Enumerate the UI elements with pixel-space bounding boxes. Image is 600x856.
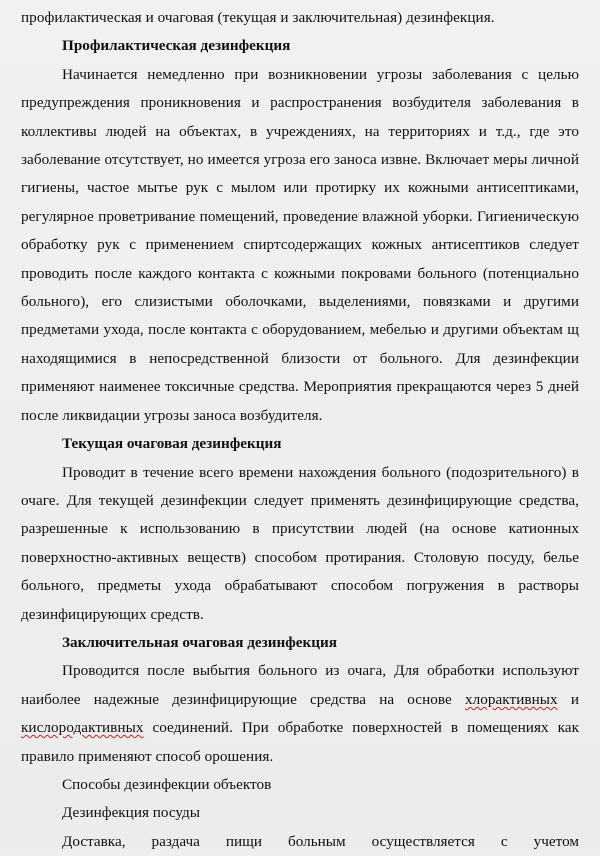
line-disinfection-methods: Способы дезинфекции объектов xyxy=(62,775,272,793)
heading-final-focal-disinfection: Заключительная очаговая дезинфекция xyxy=(62,633,337,651)
paragraph-final-text-3: соединений. При обработке поверхностей в помещениях как правило применяют способ орошения. xyxy=(21,719,579,765)
paragraph-current-focal-disinfection: Проводит в течение всего времени нахождения больного (подозрительного) в очаге. Для текущей дезинфекции следует применять дезинфицирующие средства, разрешенные к использованию в присутствии людей (на основе катионных поверхностно-активных веществ) способом протирания. Столовую посуду, белье больного, предметы ухода обрабатывают способом погружения в растворы дезинфицирующих средств. xyxy=(21,463,579,623)
spellcheck-word-chloractive: хлорактивных xyxy=(464,690,558,708)
spellcheck-word-oxygenactive: кислородактивных xyxy=(21,719,144,737)
line-dish-disinfection: Дезинфекция посуды xyxy=(62,804,200,822)
line-food-delivery: Доставка, раздача пищи больным осуществляется с учетом xyxy=(62,832,579,850)
heading-prophylactic-disinfection: Профилактическая дезинфекция xyxy=(62,37,291,55)
paragraph-prophylactic-disinfection: Начинается немедленно при возникновении угрозы заболевания с целью предупреждения проникновения и распространения возбудителя заболевания в коллективы людей на объектах, в учреждениях, на территориях и т.д., где это заболевание отсутствует, но имеется угроза его заноса извне. Включает меры личной гигиены, частое мытье рук с мылом или протирку их кожными антисептиками, регулярное проветривание помещений, проведение влажной уборки. Гигиеническую обработку рук с применением спиртсодержащих кожных антисептиков следует проводить после каждого контакта с кожными покровами больного (потенциально больного), его слизистыми оболочками, выделениями, повязками и другими предметами ухода, после контакта с оборудованием, мебелью и другими объектам щ находящимися в непосредственной близости от больного. Для дезинфекции применяют наименее токсичные средства. Мероприятия прекращаются через 5 дней после ликвидации угрозы заноса возбудителя. xyxy=(21,65,579,424)
heading-current-focal-disinfection: Текущая очаговая дезинфекция xyxy=(62,435,282,453)
paragraph-final-text-2: и xyxy=(557,690,579,708)
paragraph-final-text-1: Проводится после выбытия больного из очага, Для обработки используют наиболее надежные дезинфицирующие средства на основе xyxy=(21,662,579,708)
paragraph-final-focal-disinfection xyxy=(21,657,579,771)
intro-line: профилактическая и очаговая (текущая и заключительная) дезинфекция. xyxy=(21,9,495,26)
